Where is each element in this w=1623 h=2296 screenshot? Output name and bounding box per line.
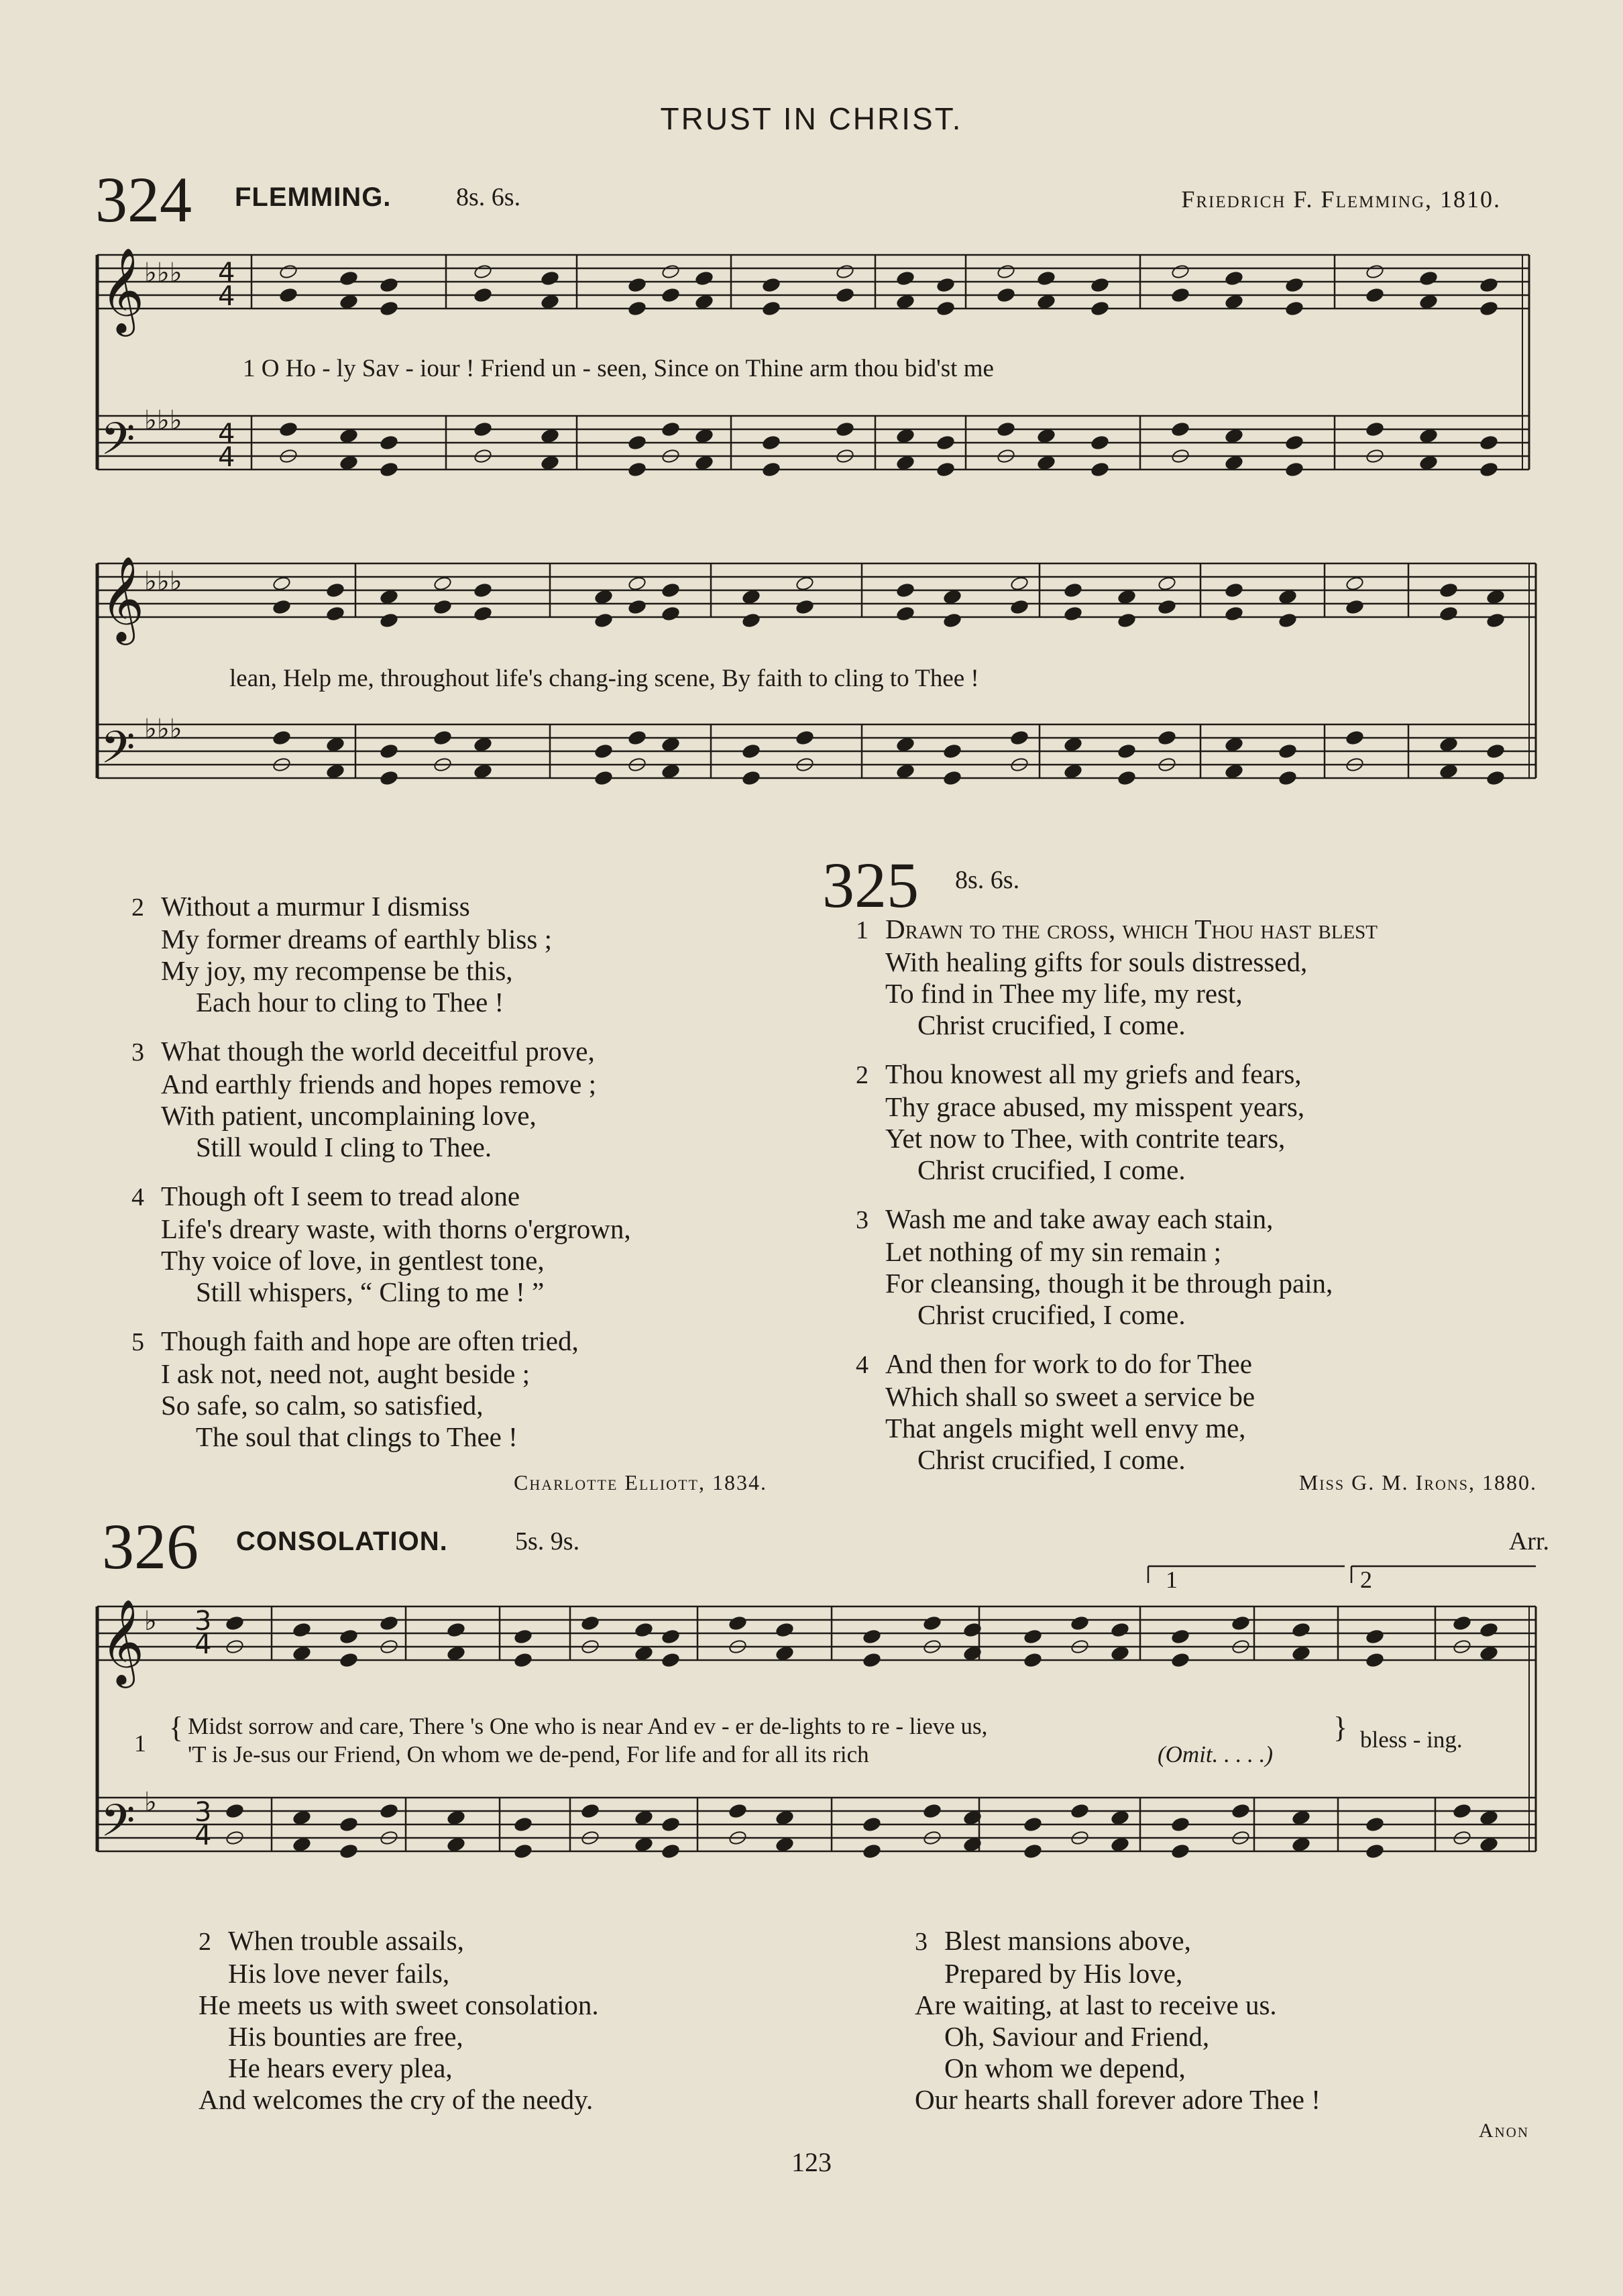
note-head <box>1064 582 1082 598</box>
note-head <box>1453 1615 1471 1631</box>
clef-glyph: ♭♭♭ <box>144 566 182 597</box>
hymn-324-composer: Friedrich F. Flemming, 1810. <box>1181 186 1501 213</box>
note-head <box>628 576 647 591</box>
note-head <box>862 1843 881 1859</box>
note-head <box>1365 421 1384 437</box>
note-head <box>1365 1816 1384 1832</box>
note-head <box>661 1816 680 1832</box>
note-head <box>339 1843 358 1859</box>
note-head <box>1439 736 1458 752</box>
note-head <box>1479 1645 1498 1661</box>
note-head <box>380 612 398 628</box>
note-head <box>695 455 714 470</box>
hymn-325-verses <box>856 914 1378 1493</box>
note-head <box>1292 1810 1310 1825</box>
note-head <box>896 582 915 598</box>
note-head <box>1225 294 1243 309</box>
note-head <box>473 606 492 621</box>
note-head <box>1365 1652 1384 1668</box>
note-head <box>514 1629 533 1644</box>
note-head <box>1231 1615 1250 1631</box>
note-head <box>661 264 680 279</box>
note-head <box>1171 287 1190 303</box>
note-head <box>292 1810 311 1825</box>
note-head <box>380 461 398 477</box>
note-head <box>292 1645 311 1661</box>
note-head <box>433 730 452 745</box>
stanza: 5 Though faith and hope are often tried, I ask not, need not, aught beside ; So safe, so calm, so satisfied, The soul that clings to Thee ! <box>131 1325 579 1452</box>
note-head <box>541 428 559 443</box>
note-head <box>279 264 298 279</box>
note-head <box>936 300 955 316</box>
hymn-326-lyrics-bless: bless - ing. <box>1360 1727 1463 1753</box>
clef-glyph: 3 <box>194 1606 212 1637</box>
note-head <box>634 1837 653 1852</box>
note-head <box>1171 1843 1190 1859</box>
note-head <box>1090 435 1109 450</box>
note-head <box>447 1810 465 1825</box>
note-head <box>326 606 345 621</box>
hymn-324-meter: 8s. 6s. <box>456 183 521 211</box>
note-head <box>1479 1837 1498 1852</box>
note-head <box>1070 1803 1089 1818</box>
note-head <box>836 287 854 303</box>
note-head <box>292 1837 311 1852</box>
note-head <box>473 763 492 779</box>
note-head <box>1278 770 1297 785</box>
note-head <box>514 1816 533 1832</box>
clef-glyph: 4 <box>218 419 235 449</box>
note-head <box>1292 1645 1310 1661</box>
note-head <box>594 770 613 785</box>
note-head <box>1111 1645 1129 1661</box>
note-head <box>775 1810 794 1825</box>
stanza: 3 What though the world deceitful prove, And earthly friends and hopes remove ; With patient, uncomplaining love, Still would I cling to Thee. <box>131 1036 596 1162</box>
brace-left: { <box>169 1711 184 1744</box>
note-head <box>473 582 492 598</box>
note-head <box>1486 589 1505 604</box>
note-head <box>326 736 345 752</box>
note-head <box>1037 270 1056 286</box>
note-head <box>634 1622 653 1637</box>
note-head <box>923 1803 942 1818</box>
note-head <box>1285 277 1304 292</box>
note-head <box>1439 582 1458 598</box>
note-head <box>339 294 358 309</box>
clef-glyph: 𝄢 <box>101 413 135 476</box>
note-head <box>1023 1652 1042 1668</box>
note-head <box>1365 287 1384 303</box>
note-head <box>1278 612 1297 628</box>
note-head <box>1225 455 1243 470</box>
note-head <box>1225 736 1243 752</box>
note-head <box>775 1645 794 1661</box>
note-head <box>1419 270 1438 286</box>
stanza: 2 Without a murmur I dismiss My former dreams of earthly bliss ; My joy, my recompense be this, Each hour to cling to Thee ! <box>131 891 552 1018</box>
volta-1-label: 1 <box>1166 1566 1178 1593</box>
note-head <box>661 582 680 598</box>
note-head <box>1225 428 1243 443</box>
note-head <box>473 287 492 303</box>
note-head <box>1292 1837 1310 1852</box>
clef-glyph: 4 <box>218 281 235 312</box>
hymn-326-lyrics-a: Midst sorrow and care, There 's One who is near And ev - er de-lights to re - lieve us, <box>188 1713 988 1739</box>
note-head <box>1171 264 1190 279</box>
note-head <box>433 576 452 591</box>
note-head <box>1090 300 1109 316</box>
note-head <box>896 455 915 470</box>
hymn-326-verse-3: 3 Blest mansions above, Prepared by His love, Are waiting, at last to receive us. Oh, Saviour and Friend, On whom we depend, Our hearts shall forever adore Thee ! <box>915 1925 1321 2115</box>
note-head <box>997 421 1015 437</box>
note-head <box>1064 606 1082 621</box>
note-head <box>380 277 398 292</box>
note-head <box>1419 428 1438 443</box>
note-head <box>380 743 398 759</box>
note-head <box>433 599 452 614</box>
note-head <box>742 612 761 628</box>
note-head <box>695 294 714 309</box>
note-head <box>997 287 1015 303</box>
note-head <box>272 599 291 614</box>
note-head <box>1225 763 1243 779</box>
clef-glyph: ♭♭♭ <box>144 258 182 288</box>
note-head <box>1285 300 1304 316</box>
note-head <box>1486 612 1505 628</box>
note-head <box>695 428 714 443</box>
clef-glyph: ♭♭♭ <box>144 714 182 745</box>
note-head <box>339 1652 358 1668</box>
note-head <box>380 1803 398 1818</box>
note-head <box>594 743 613 759</box>
clef-glyph: 𝄞 <box>101 1598 145 1684</box>
note-head <box>326 582 345 598</box>
note-head <box>1479 435 1498 450</box>
note-head <box>661 1843 680 1859</box>
note-head <box>1439 606 1458 621</box>
note-head <box>1117 589 1136 604</box>
note-head <box>594 612 613 628</box>
clef-glyph: 𝄞 <box>101 555 145 641</box>
page-number: 123 <box>791 2147 832 2177</box>
hymn-326-arrangement: Arr. <box>1508 1527 1549 1555</box>
note-head <box>775 1622 794 1637</box>
note-head <box>1365 1629 1384 1644</box>
clef-glyph: 4 <box>218 258 235 288</box>
clef-glyph: 𝄢 <box>101 1795 135 1857</box>
note-head <box>380 435 398 450</box>
note-head <box>661 736 680 752</box>
note-head <box>896 270 915 286</box>
note-head <box>762 461 781 477</box>
note-head <box>339 1629 358 1644</box>
note-head <box>380 589 398 604</box>
note-head <box>762 300 781 316</box>
note-head <box>1453 1803 1471 1818</box>
note-head <box>661 1629 680 1644</box>
hymn-325-meter: 8s. 6s. <box>955 866 1020 894</box>
note-head <box>943 612 962 628</box>
note-head <box>292 1622 311 1637</box>
note-head <box>380 1615 398 1631</box>
clef-glyph: 3 <box>194 1797 212 1828</box>
note-head <box>1090 277 1109 292</box>
hymn-324-lyrics-line-2: lean, Help me, throughout life's chang-ing scene, By faith to cling to Thee ! <box>229 665 979 692</box>
note-head <box>1225 606 1243 621</box>
note-head <box>634 1810 653 1825</box>
note-head <box>1479 300 1498 316</box>
note-head <box>1171 1652 1190 1668</box>
note-head <box>896 606 915 621</box>
note-head <box>1225 582 1243 598</box>
note-head <box>862 1816 881 1832</box>
note-head <box>1278 743 1297 759</box>
note-head <box>581 1803 600 1818</box>
note-head <box>661 606 680 621</box>
note-head <box>326 763 345 779</box>
note-head <box>862 1652 881 1668</box>
note-head <box>339 1816 358 1832</box>
note-head <box>541 455 559 470</box>
note-head <box>447 1837 465 1852</box>
note-head <box>862 1629 881 1644</box>
note-head <box>594 589 613 604</box>
stanza: 4 And then for work to do for Thee Which shall so sweet a service be That angels might well envy me, Christ crucified, I come. <box>856 1348 1255 1475</box>
note-head <box>1070 1615 1089 1631</box>
note-head <box>1479 1622 1498 1637</box>
note-head <box>1158 730 1176 745</box>
note-head <box>380 300 398 316</box>
note-head <box>1345 576 1364 591</box>
clef-glyph: 𝄢 <box>101 722 135 784</box>
page-title: TRUST IN CHRIST. <box>660 101 963 136</box>
note-head <box>1023 1843 1042 1859</box>
note-head <box>1023 1816 1042 1832</box>
hymn-324-number: 324 <box>95 164 192 235</box>
note-head <box>1479 277 1498 292</box>
clef-glyph: ♭♭♭ <box>144 405 182 436</box>
note-head <box>943 770 962 785</box>
note-head <box>541 294 559 309</box>
stanza: 1 Drawn to the cross, which Thou hast blest With healing gifts for souls distressed, To find in Thee my life, my rest, Christ crucified, I come. <box>856 914 1378 1040</box>
note-head <box>225 1615 244 1631</box>
note-head <box>1419 294 1438 309</box>
note-head <box>473 421 492 437</box>
note-head <box>1037 455 1056 470</box>
note-head <box>1231 1803 1250 1818</box>
note-head <box>896 428 915 443</box>
hymn-326-meter: 5s. 9s. <box>515 1527 580 1555</box>
note-head <box>1171 1816 1190 1832</box>
note-head <box>628 277 647 292</box>
note-head <box>1278 589 1297 604</box>
note-head <box>1064 736 1082 752</box>
note-head <box>1010 576 1029 591</box>
note-head <box>1111 1837 1129 1852</box>
note-head <box>742 743 761 759</box>
hymn-326-lyrics-b: 'T is Je-sus our Friend, On whom we de-pend, For life and for all its rich <box>188 1741 869 1767</box>
hymn-324-tune: FLEMMING. <box>235 182 392 212</box>
note-head <box>762 277 781 292</box>
note-head <box>1479 461 1498 477</box>
clef-glyph: ♭ <box>144 1606 157 1637</box>
note-head <box>943 743 962 759</box>
hymn-325-author: Miss G. M. Irons, 1880. <box>1298 1470 1537 1494</box>
hymn-324-lyrics-line-1: 1 O Ho - ly Sav - iour ! Friend un - seen, Since on Thine arm thou bid'st me <box>243 355 994 382</box>
note-head <box>1225 270 1243 286</box>
hymn-326-number: 326 <box>102 1511 199 1582</box>
note-head <box>1345 599 1364 614</box>
note-head <box>1010 599 1029 614</box>
note-head <box>742 589 761 604</box>
note-head <box>473 736 492 752</box>
hymn-326-verse-number: 1 <box>134 1730 146 1757</box>
hymn-325-number: 325 <box>822 849 919 921</box>
note-head <box>628 461 647 477</box>
note-head <box>1037 294 1056 309</box>
stanza: 3 Wash me and take away each stain, Let nothing of my sin remain ; For cleansing, though it be through pain, Christ crucified, I come. <box>856 1203 1333 1330</box>
note-head <box>473 264 492 279</box>
note-head <box>447 1645 465 1661</box>
note-head <box>997 264 1015 279</box>
note-head <box>1158 599 1176 614</box>
clef-glyph: 4 <box>194 1629 212 1660</box>
note-head <box>742 770 761 785</box>
note-head <box>896 294 915 309</box>
note-head <box>628 300 647 316</box>
note-head <box>1037 428 1056 443</box>
note-head <box>339 270 358 286</box>
note-head <box>762 435 781 450</box>
note-head <box>628 599 647 614</box>
note-head <box>541 270 559 286</box>
note-head <box>1171 1629 1190 1644</box>
note-head <box>923 1615 942 1631</box>
note-head <box>1111 1622 1129 1637</box>
note-head <box>339 428 358 443</box>
note-head <box>1117 743 1136 759</box>
note-head <box>728 1615 747 1631</box>
brace-right: } <box>1333 1711 1348 1744</box>
note-head <box>896 736 915 752</box>
note-head <box>1090 461 1109 477</box>
note-head <box>1010 730 1029 745</box>
note-head <box>380 770 398 785</box>
note-head <box>896 763 915 779</box>
note-head <box>1064 763 1082 779</box>
note-head <box>661 1652 680 1668</box>
note-head <box>1171 421 1190 437</box>
note-head <box>1419 455 1438 470</box>
hymn-324-author: Charlotte Elliott, 1834. <box>514 1470 767 1494</box>
note-head <box>1345 730 1364 745</box>
note-head <box>1486 770 1505 785</box>
note-head <box>695 270 714 286</box>
note-head <box>634 1645 653 1661</box>
note-head <box>661 421 680 437</box>
note-head <box>728 1803 747 1818</box>
volta-2-label: 2 <box>1360 1566 1372 1593</box>
note-head <box>836 421 854 437</box>
note-head <box>1117 612 1136 628</box>
note-head <box>1111 1810 1129 1825</box>
stanza: 2 Thou knowest all my griefs and fears, Thy grace abused, my misspent years, Yet now to Thee, with contrite tears, Christ crucified, I come. <box>856 1058 1305 1185</box>
note-head <box>795 730 814 745</box>
note-head <box>1479 1810 1498 1825</box>
note-head <box>279 421 298 437</box>
note-head <box>1365 1843 1384 1859</box>
note-head <box>628 730 647 745</box>
note-head <box>1486 743 1505 759</box>
hymn-326-author: Anon <box>1478 2120 1529 2142</box>
note-head <box>1365 264 1384 279</box>
hymn-324-verses <box>131 891 631 1470</box>
note-head <box>775 1837 794 1852</box>
clef-glyph: 𝄞 <box>101 247 145 333</box>
note-head <box>661 287 680 303</box>
note-head <box>936 277 955 292</box>
note-head <box>272 730 291 745</box>
note-head <box>628 435 647 450</box>
note-head <box>225 1803 244 1818</box>
note-head <box>795 576 814 591</box>
note-head <box>661 763 680 779</box>
note-head <box>581 1615 600 1631</box>
note-head <box>447 1622 465 1637</box>
clef-glyph: 4 <box>194 1820 212 1851</box>
note-head <box>339 455 358 470</box>
note-head <box>1158 576 1176 591</box>
note-head <box>1023 1629 1042 1644</box>
note-head <box>279 287 298 303</box>
note-head <box>1285 461 1304 477</box>
note-head <box>1285 435 1304 450</box>
stanza: 4 Though oft I seem to tread alone Life's dreary waste, with thorns o'ergrown, Thy voice of love, in gentlest tone, Still whispers, “ Cling to me ! ” <box>131 1181 631 1307</box>
note-head <box>1117 770 1136 785</box>
note-head <box>936 435 955 450</box>
note-head <box>943 589 962 604</box>
note-head <box>514 1652 533 1668</box>
note-head <box>1292 1622 1310 1637</box>
hymn-326-verse-2: 2 When trouble assails, His love never fails, He meets us with sweet consolation. His bounties are free, He hears every plea, And welcomes the cry of the needy. <box>199 1925 599 2115</box>
note-head <box>514 1843 533 1859</box>
hymn-326-tune: CONSOLATION. <box>236 1527 448 1556</box>
clef-glyph: 4 <box>218 442 235 473</box>
note-head <box>836 264 854 279</box>
note-head <box>936 461 955 477</box>
note-head <box>272 576 291 591</box>
note-head <box>795 599 814 614</box>
note-head <box>1439 763 1458 779</box>
clef-glyph: ♭ <box>144 1787 157 1818</box>
hymn-326-omit: (Omit. . . . .) <box>1158 1741 1274 1767</box>
